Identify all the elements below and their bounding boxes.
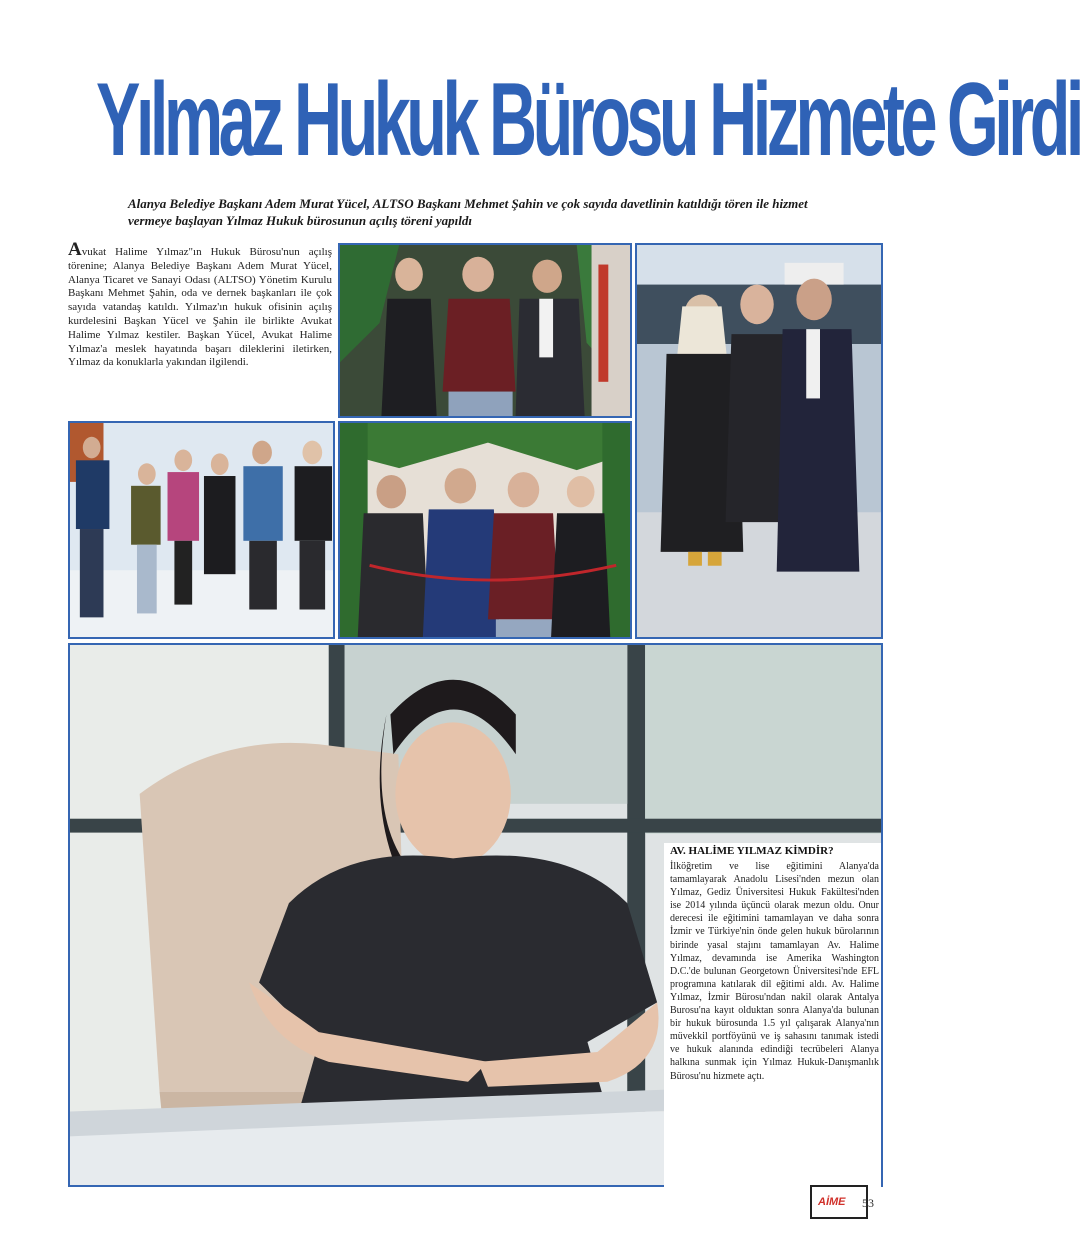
logo-text: AİME	[818, 1196, 846, 1208]
photo-ribbon-cutting	[338, 421, 632, 639]
bio-text: İlköğretim ve lise eğitimini Alanya'da tamamlayarak Anadolu Lisesi'nden mezun olan Yılmaz, Gediz Üniversitesi Hukuk Fakültesi'nden ise 2014 yılında üçüncü olarak mezun oldu. Onur derecesi ile eğitimini tamamlayan ve daha sonra İzmir ve Türkiye'nin önde gelen hukuk bürolarının birinde yasal stajını tamamlayan Av. Halime Yılmaz, devamında ise Amerika Washington D.C.'de bulunan Georgetown Üniversitesi'nde EFL programına katılarak dil eğitimi aldı. Av. Halime Yılmaz, İzmir Bürosu'ndan nakil olarak Antalya Burosu'na kayıt olduktan sonra Alanya'da bulunan bir hukuk bürosunda 1.5 yıl çalışarak Alanya'nın müvekkil portföyünü ve iş sahasını tanımak istedi ve hukuk alanında edindiği tecrübeleri Alanya halkına sunmak için Yılmaz Hukuk-Danışmanlık Bürosu'nu hizmete açtı.	[670, 861, 879, 1082]
intro-text: vukat Halime Yılmaz"ın Hukuk Bürosu'nun açılış törenine; Alanya Belediye Başkanı Adem Murat Yücel, Alanya Ticaret ve Sanayi Odası (ALTSO) Yönetim Kurulu Başkanı Mehmet Şahin, oda ve dernek başkanları ile çok sayıda vatandaş katıldı. Yılmaz'ın hukuk ofisinin açılış kurdelesini Başkan Yücel ve Şahin ile birlikte Avukat Halime Yılmaz kestiler. Başkan Yücel, Avukat Halime Yılmaz'a meslek hayatında başarı dileklerini iletirken, Yılmaz da konuklarla yakından ilgilendi.	[68, 246, 332, 369]
bio-sidebar	[664, 843, 881, 1187]
bio-title: AV. HALİME YILMAZ KİMDİR?	[670, 845, 834, 857]
drop-cap: A	[68, 239, 82, 260]
photo-group-of-six	[68, 421, 335, 639]
intro-paragraph	[68, 239, 332, 370]
magazine-logo	[810, 1185, 868, 1219]
photo-three-people-standing	[635, 243, 883, 639]
page-number: 53	[862, 1196, 874, 1210]
subtitle: Alanya Belediye Başkanı Adem Murat Yücel, ALTSO Başkanı Mehmet Şahin ve çok sayıda davetlinin katıldığı tören ile hizmet vermeye başlayan Yılmaz Hukuk bürosunun açılış töreni yapıldı	[128, 196, 808, 228]
photo-group-three-guests	[338, 243, 632, 418]
headline: Yılmaz Hukuk Bürosu Hizmete Girdi	[96, 62, 1080, 178]
